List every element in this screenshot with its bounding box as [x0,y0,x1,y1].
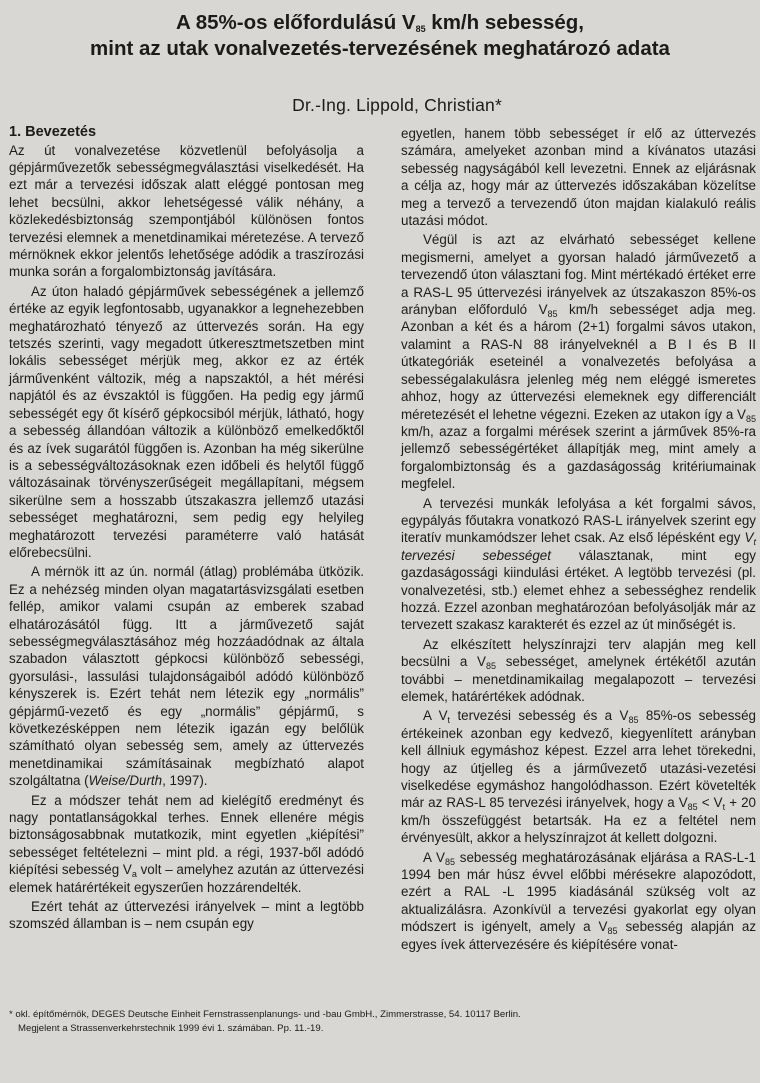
subscript: t [722,802,726,813]
text-run: tervezési sebességet [401,547,551,563]
text-run: V [744,530,754,546]
subscript: t [753,537,756,548]
text-run: sebesség alapján az egyes ívek áttervezésére és kiépítésére vonat- [401,919,757,952]
footnote-line: Megjelent a Strassenverkehrstechnik 1999 évi 1. számában. Pp. 11.-19. [18,1023,324,1034]
paragraph [401,849,756,953]
text-run: volt – amelyhez azután az úttervezési elemek határértékeit egyszerűen hozzárendelték. [9,862,364,895]
text-run: tervezési sebesség és a V [450,708,629,724]
text-run: Végül is azt az elvárható sebességet kellene megismerni, amelyet a gyorsan haladó járművezető a tervezendő úton választani fog. Mint mértékadó értéket erre a RAS-L 95 úttervezési irányelvek az útszakaszon 85%-os arányban előforduló V [401,232,756,318]
subscript: 85 [547,309,558,320]
subscript: t [447,715,451,726]
text-run: < V [697,795,723,811]
footnote-line: * okl. építőmérnök, DEGES Deutsche Einheit Fernstrassenplanungs- und -bau GmbH., Zimmerstrasse, 54. 10117 Berlin. [9,1009,521,1020]
paragraph: Az úton haladó gépjárművek sebességének a jellemző értéke az egyik legfontosabb, ugyanakkor a legnehezebben meghatározható tényező az úttervezés során. Ha egy tetszés szerinti, vagy megadott útkeresztmetszetben mint lokális sebességet mérjük meg, akkor ez az érték járművenként változik, még a napszaktól, a hét mérési napjától és az évszaktól is függően. Ha pedig egy jármű sebességét egy őt kísérő gépkocsiból mérjük, látható, hogy a sebesség állandóan változik a különböző emelkedőktől és az ívek sugarától függően is. Azonban ha még sikerülne is a sebességváltozásoknak ezen időbeli és helytől függő változásainak törvényszerűségeit megállapítani, mégsem sikerülne sem a hosszabb útszakaszra jellemző utazási sebességet meghatározni, sem pedig egy helyileg meghatározott tervezési paraméterre való hatását előrebecsülni. [9,283,364,560]
text-run: sebesség meghatározásának eljárása a RAS-L-1 1994 ben már húsz évvel előbbi mérésekre alapozódott, ezért a RAL -L 1995 kiadásánál szükség volt az aktualizálásra. Azonkívül a tervezési gyakorlat egy olyan módszert is igényelt, amely a V [401,849,756,935]
paragraph [401,231,756,492]
text-run: km/h, azaz a forgalmi mérések szerint a járművek 85%-ra jellemző sebességértéket állapítják meg, mint amely a forgalombiztonság és a gazdaságosság kritériumainak megfelel. [401,423,756,492]
text-run: Ez a módszer tehát nem ad kielégítő eredményt és nagy pontatlanságokkal terhes. Ennek ellenére mégis biztonságosabbnak mutatkozik, mint egyetlen „kiépítési” sebességet feltételezni – mint pld. a régi, 1937-ből adódó kiépítési sebesség V [9,792,364,878]
text-run: km/h sebességet adja meg. Azonban a két és a három (2+1) forgalmi sávos utakon, valamint a RAS-N 88 irányelveknél a B I és B II útkategóriák eseteinél a vonalvezetés befolyása a sebességalakulásra jelenleg még nem eléggé ismeretes ahhoz, hogy az úttervezési elemeknek egy differenciált méretezését el lehetne végezni. Ezeken az utakon így a V [401,302,756,422]
subscript: 85 [607,926,618,937]
text-run: A V [423,708,448,724]
citation: Weise/Durth [88,773,163,789]
paragraph [9,792,364,896]
text-run: A V [423,849,445,865]
text-run: A tervezési munkák lefolyása a két forgalmi sávos, egypályás főutakra vonatkozó RAS-L irányelvek szerint egy iteratív munkamódszer lehet csak. Az első lépésként egy [401,495,756,546]
paragraph [401,495,756,634]
subscript: 85 [485,661,496,672]
paragraph [401,707,756,846]
text-run: Az elkészített helyszínrajzi terv alapján meg kell becsülni a V [401,636,756,670]
title-line-1: A 85%-os előfordulású $V_{85}$ km/h sebesség, [176,11,584,34]
paragraph: Ezért tehát az úttervezési irányelvek – mint a legtöbb szomszéd államban is – nem csupán egy [9,899,364,932]
subscript: 85 [444,856,455,867]
paragraph: egyetlen, hanem több sebességet ír elő az úttervezés számára, amelyeket azonban mind a kívánatos utazási sebesség nagyságából kell levezetni. Ennek az eljárásnak a célja az, hogy már az úttervezés időszakában közelítse meg a tervező a tervezendő úton majdan kialakuló reális utazási módot. [401,126,756,229]
text-run: 85%-os sebesség értékeinek azonban egy kedvező, kiegyenlített arányban kell állniuk egymáshoz képest. Ezzel arra lehet törekedni, hogy az útjelleg és a járművezető utazási-vezetési viselkedése egymáshoz hangolódhasson. Ezért követelték már az RAS-L 85 tervezési irányelvek, hogy a V [401,708,756,811]
paragraph [9,563,364,789]
paper-title [0,10,760,62]
left-column [9,124,364,935]
subscript: a [131,869,137,880]
subscript: 85 [745,413,756,424]
subscript: 85 [628,715,639,726]
right-column [401,125,756,955]
text-run: sebességet, amelynek értékétől azután további – menetdinamikailag megalapozott – tervezési elemek, határértékek adódnak. [401,654,757,704]
paragraph [401,636,756,706]
title-line-2: mint az utak vonalvezetés-tervezésének meghatározó adata [90,37,670,60]
text-run: , 1997). [162,773,208,789]
subscript: 85 [687,802,698,813]
text-run: + 20 km/h összefüggést betartsák. Ha ez a feltétel nem érvényesült, akkor a helyszínrajzot át kellett dolgozni. [401,795,756,846]
footnote [9,1008,749,1036]
text-run: A mérnök itt az ún. normál (átlag) problémába ütközik. Ez a nehézség minden olyan magatartásvizsgálati esetben fellép, amikor valami csupán az emberek szabad elhatározásától függ. Itt a járművezető saját sebességmegválasztásához még hozzáadódnak az általa szabadon választott gépkocsi különböző sebességi, gyorsulási-, lassulási tulajdonságaiból adódó különböző kényszerek is. Ezért tehát nem létezik egy „normális” gépjármű-vezető és egy „normális” gépjármű, s következésképpen nem létezik igazán egy belőlük számítható olyan sebesség sem, amely az úttervezés menetdinamikai számításainak megbízható alapot szolgáltatna ( [9,564,364,789]
section-heading: 1. Bevezetés [9,124,97,140]
author-name: Dr.-Ing. Lippold, Christian* [292,95,502,115]
paragraph: Az út vonalvezetése közvetlenül befolyásolja a gépjárművezetők sebességmegválasztási viselkedését. Ha ezt már a tervezési időszak alatt eléggé pontosan meg lehet becsülni, akkor lehetségessé válik néhány, a közlekedésbiztonság szempontjából különösen fontos tervezési elemnek a menetdinamikai méretezése. A tervező mérnöknek ekkor jelentős lehetősége adódik a traszírozási munka során a forgalombiztonság javítására. [9,142,364,280]
text-run: választanak, mint egy gazdaságossági kiindulási értéket. A legtöbb tervezési (pl. vonalvezetési, stb.) elemet ehhez a sebességhez rendelik hozzá. Ezzel azonban meghatározóan befolyásolják már az tervezett szakasz karakterét és ezzel az út minőségét is. [401,547,757,633]
